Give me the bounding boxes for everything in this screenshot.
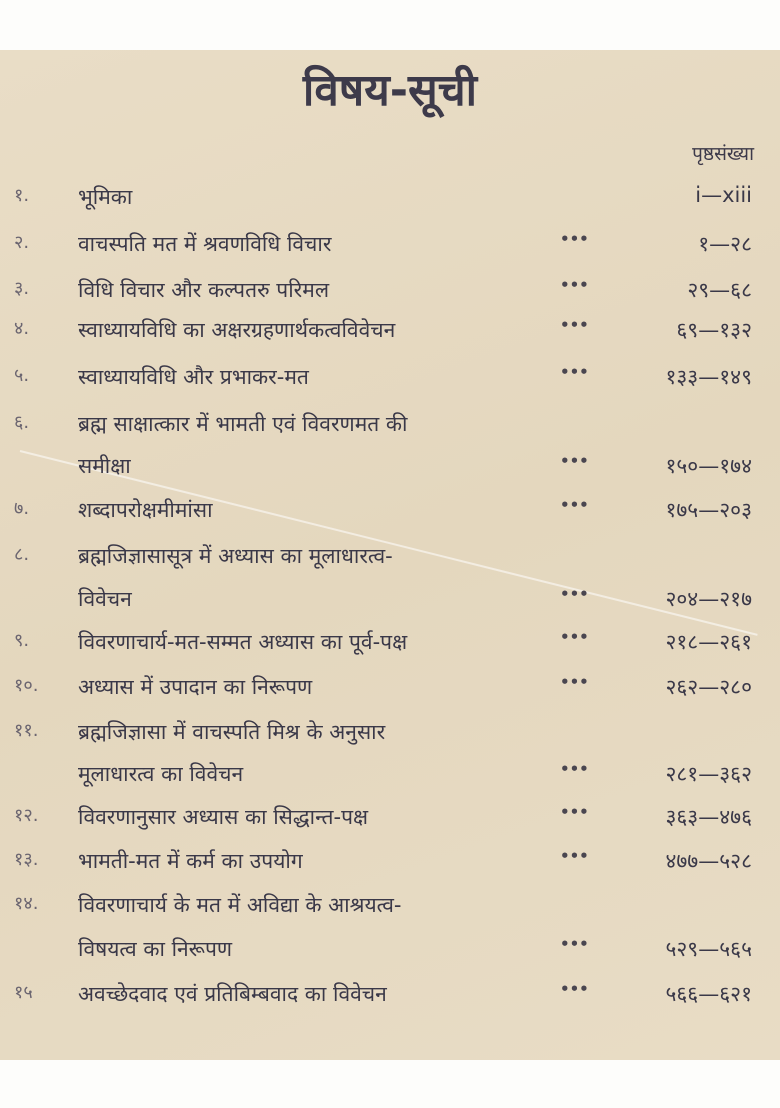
entry-pages: २१८—२६१ bbox=[665, 630, 752, 654]
toc-entry bbox=[0, 230, 780, 270]
entry-title: ब्रह्म साक्षात्कार में भामती एवं विवरणमत की bbox=[78, 412, 408, 436]
entry-title: भूमिका bbox=[78, 185, 133, 209]
toc-entry bbox=[0, 980, 780, 1020]
toc-entry bbox=[0, 276, 780, 316]
entry-title: ब्रह्मजिज्ञासा में वाचस्पति मिश्र के अनुसार bbox=[78, 720, 386, 744]
leader-dots: ••• bbox=[560, 628, 589, 646]
entry-number: १०. bbox=[14, 675, 39, 696]
page-number-header: पृष्ठसंख्या bbox=[692, 143, 754, 165]
entry-number: ४. bbox=[14, 318, 30, 339]
entry-number: ८. bbox=[14, 544, 30, 565]
entry-pages: २०४—२१७ bbox=[665, 587, 752, 611]
entry-number: १४. bbox=[14, 893, 39, 914]
toc-entry bbox=[0, 496, 780, 536]
entry-pages: २६२—२८० bbox=[665, 675, 752, 699]
entry-number: ३. bbox=[14, 278, 30, 299]
entry-pages: २८१—३६२ bbox=[665, 762, 752, 786]
entry-pages: ३६३—४७६ bbox=[665, 805, 752, 829]
entry-pages: ५२९—५६५ bbox=[665, 937, 752, 961]
toc-entry bbox=[0, 183, 780, 223]
toc-entry bbox=[0, 891, 780, 931]
entry-pages: ४७७—५२८ bbox=[665, 849, 752, 873]
leader-dots: ••• bbox=[560, 276, 589, 294]
entry-title: विधि विचार और कल्पतरु परिमल bbox=[78, 278, 330, 302]
leader-dots: ••• bbox=[560, 935, 589, 953]
toc-entry bbox=[0, 410, 780, 450]
entry-title: शब्दापरोक्षमीमांसा bbox=[78, 498, 213, 522]
entry-number: ७. bbox=[14, 498, 30, 519]
toc-entry bbox=[0, 760, 780, 800]
entry-pages: ६९—१३२ bbox=[676, 318, 752, 342]
entry-number: २. bbox=[14, 232, 30, 253]
entry-title: मूलाधारत्व का विवेचन bbox=[78, 762, 244, 786]
entry-title: अवच्छेदवाद एवं प्रतिबिम्बवाद का विवेचन bbox=[78, 982, 387, 1006]
entry-title: स्वाध्यायविधि और प्रभाकर-मत bbox=[78, 365, 309, 389]
entry-number: ५. bbox=[14, 365, 30, 386]
toc-entry bbox=[0, 452, 780, 492]
entry-pages: २९—६८ bbox=[687, 278, 752, 302]
entry-title: भामती-मत में कर्म का उपयोग bbox=[78, 849, 303, 873]
entry-pages: १३३—१४९ bbox=[665, 365, 752, 389]
toc-entry bbox=[0, 628, 780, 668]
leader-dots: ••• bbox=[560, 230, 589, 248]
toc-entry bbox=[0, 803, 780, 843]
entry-number: १३. bbox=[14, 849, 39, 870]
entry-title: स्वाध्यायविधि का अक्षरग्रहणार्थकत्वविवेचन bbox=[78, 318, 396, 342]
toc-entry bbox=[0, 542, 780, 582]
entry-number: ९. bbox=[14, 630, 30, 651]
toc-entry bbox=[0, 316, 780, 356]
leader-dots: ••• bbox=[560, 760, 589, 778]
leader-dots: ••• bbox=[560, 803, 589, 821]
leader-dots: ••• bbox=[560, 585, 589, 603]
toc-entry bbox=[0, 847, 780, 887]
entry-title: समीक्षा bbox=[78, 454, 131, 478]
entry-title: वाचस्पति मत में श्रवणविधि विचार bbox=[78, 232, 332, 256]
entry-pages: १—२८ bbox=[698, 232, 752, 256]
leader-dots: ••• bbox=[560, 316, 589, 334]
leader-dots: ••• bbox=[560, 452, 589, 470]
entry-title: विवरणाचार्य-मत-सम्मत अध्यास का पूर्व-पक्ष bbox=[78, 630, 408, 654]
toc-entry bbox=[0, 363, 780, 403]
leader-dots: ••• bbox=[560, 363, 589, 381]
entry-number: ६. bbox=[14, 412, 30, 433]
toc-entry bbox=[0, 718, 780, 758]
entry-pages: १७५—२०३ bbox=[665, 498, 752, 522]
entry-title: अध्यास में उपादान का निरूपण bbox=[78, 675, 313, 699]
entry-pages: ५६६—६२१ bbox=[665, 982, 752, 1006]
entry-number: १. bbox=[14, 185, 30, 206]
toc-entry bbox=[0, 673, 780, 713]
entry-number: १२. bbox=[14, 805, 39, 826]
entry-title: विषयत्व का निरूपण bbox=[78, 937, 233, 961]
leader-dots: ••• bbox=[560, 847, 589, 865]
page-title: विषय-सूची bbox=[302, 65, 478, 116]
entry-number: ११. bbox=[14, 720, 39, 741]
entry-title: विवरणानुसार अध्यास का सिद्धान्त-पक्ष bbox=[78, 805, 369, 829]
toc-entry bbox=[0, 585, 780, 625]
entry-pages: १५०—१७४ bbox=[665, 454, 752, 478]
entry-title: विवेचन bbox=[78, 587, 132, 611]
toc-entry bbox=[0, 935, 780, 975]
entry-title: विवरणाचार्य के मत में अविद्या के आश्रयत्व- bbox=[78, 893, 402, 917]
leader-dots: ••• bbox=[560, 496, 589, 514]
entry-number: १५ bbox=[14, 982, 33, 1003]
entry-pages: i—xiii bbox=[695, 183, 752, 207]
entry-title: ब्रह्मजिज्ञासासूत्र में अध्यास का मूलाधारत्व- bbox=[78, 544, 393, 568]
leader-dots: ••• bbox=[560, 980, 589, 998]
leader-dots: ••• bbox=[560, 673, 589, 691]
